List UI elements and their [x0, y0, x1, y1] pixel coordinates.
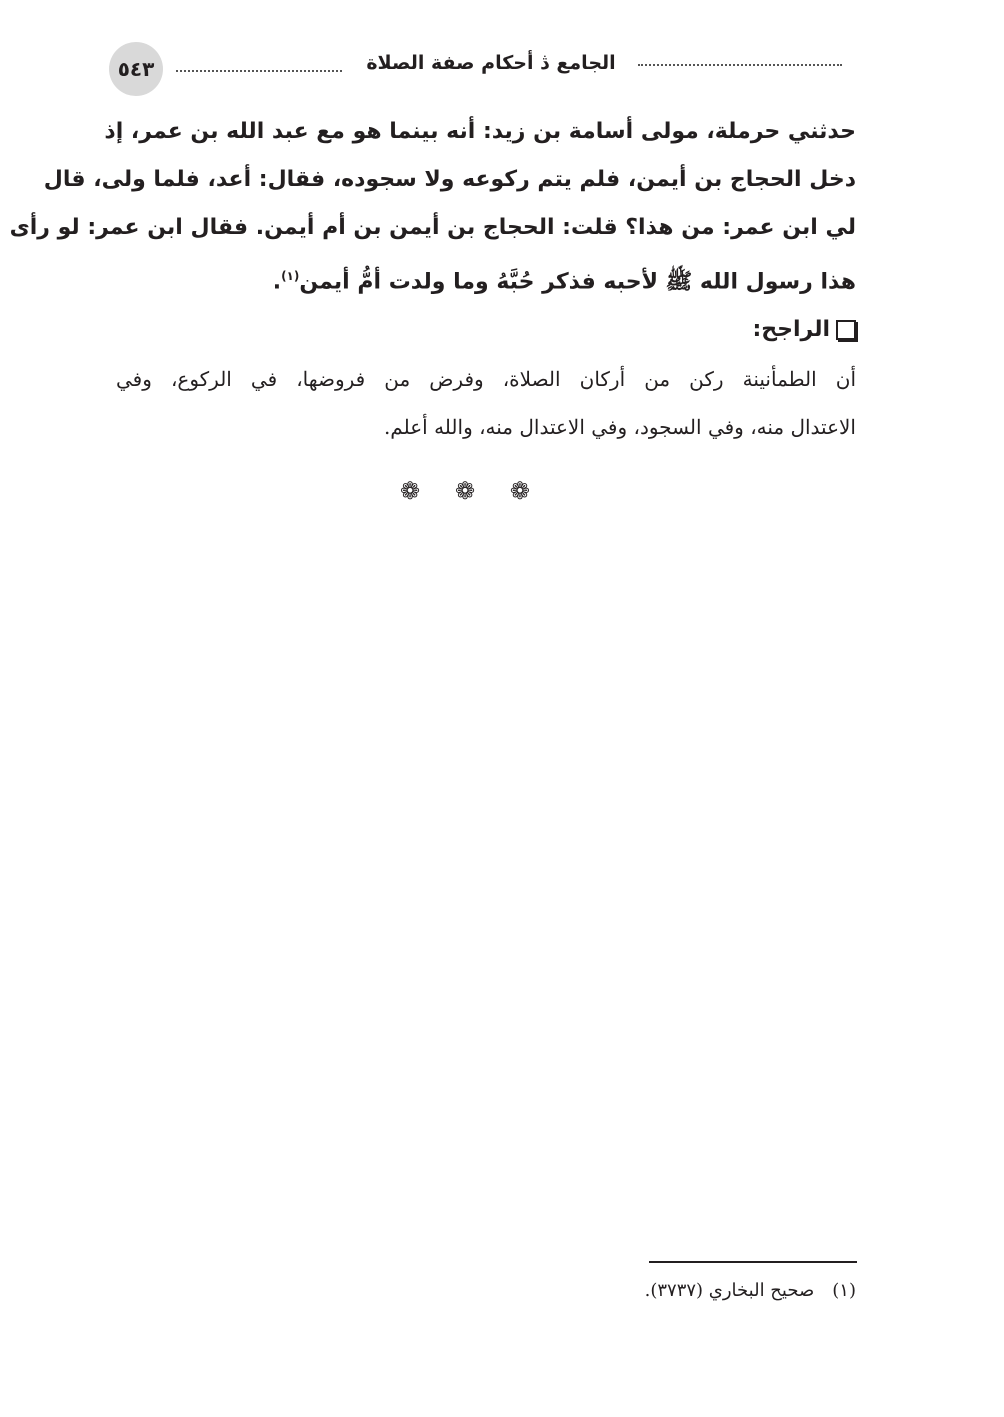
- quote-end-punct: .: [272, 269, 282, 295]
- page-number-badge: [109, 42, 163, 96]
- quote-line-text: هذا رسول الله ﷺ لأحبه فذكر حُبَّهُ وما ولدت أمُّ أيمن: [299, 269, 856, 295]
- footnote-text: صحيح البخاري (٣٧٣٧).: [644, 1280, 815, 1301]
- header-dotted-rule-left: [176, 70, 342, 72]
- quote-line-last: [116, 252, 856, 306]
- header-dotted-rule-right: [638, 64, 842, 66]
- quote-line: لي ابن عمر: من هذا؟ قلت: الحجاج بن أيمن بن أم أيمن. فقال ابن عمر: لو رأى: [9, 215, 856, 240]
- section-separator: [400, 476, 530, 506]
- footnote: [500, 1276, 856, 1306]
- running-header-title: الجامع ﮆ أحكام صفة الصلاة: [366, 52, 616, 74]
- footnote-rule: [649, 1261, 857, 1263]
- square-bullet-icon: [836, 320, 856, 340]
- section-heading-rajih: [600, 308, 856, 352]
- flower-ornament-icon: ❁: [509, 477, 530, 505]
- conclusion-paragraph: [116, 355, 856, 451]
- quote-line: حدثني حرملة، مولى أسامة بن زيد: أنه بينما هو مع عبد الله بن عمر، إذ: [104, 119, 856, 144]
- page-number: ٥٤٣: [117, 57, 155, 81]
- footnote-reference[interactable]: (١): [281, 269, 300, 283]
- footnote-number: (١): [832, 1280, 856, 1301]
- hadith-quote: [9, 108, 856, 306]
- quote-line: دخل الحجاج بن أيمن، فلم يتم ركوعه ولا سجوده، فقال: أعد، فلما ولى، قال: [43, 167, 856, 192]
- conclusion-line: أن الطمأنينة ركن من أركان الصلاة، وفرض من فروضها، في الركوع، وفي: [116, 367, 857, 391]
- flower-ornament-icon: ❁: [454, 477, 476, 505]
- conclusion-line: الاعتدال منه، وفي السجود، وفي الاعتدال منه، والله أعلم.: [383, 415, 856, 439]
- section-heading-label: الراجح:: [752, 317, 830, 342]
- flower-ornament-icon: ❁: [400, 477, 421, 505]
